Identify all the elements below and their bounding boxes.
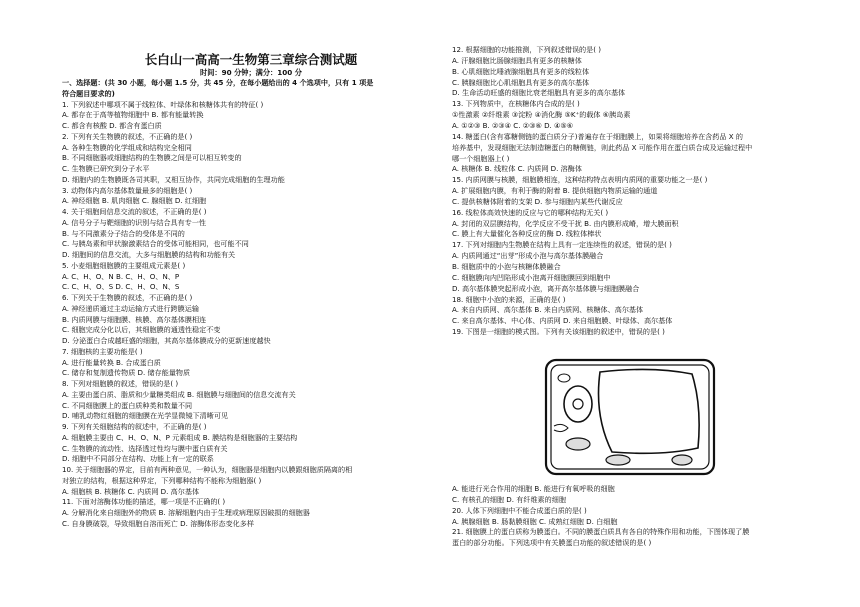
left-line: D. 细胞间的信息交流，大多与细胞膜的结构和功能有关 (62, 250, 236, 259)
left-line: A. 进行能量转换 B. 合成蛋白质 (62, 357, 161, 367)
right-line: 14. 糖蛋白(含有寡糖侧链的蛋白质分子)普遍存在于细胞膜上，如果将细胞培养在含药品 X 的 (452, 131, 743, 141)
left-line: 9. 下列有关细胞结构的叙述中，不正确的是( ) (62, 422, 207, 431)
left-line: D. 细胞中不同部分在结构、功能上有一定的联系 (62, 454, 214, 464)
right-line: 18. 细胞中小泡的来源，正确的是( ) (452, 294, 566, 304)
right-line: A. 来自内质网、高尔基体 B. 来自内质网、核糖体、高尔基体 (452, 305, 644, 315)
right-line: C. 细胞膜向内凹陷形成小泡离开细胞膜回到细胞中 (452, 272, 611, 282)
left-line: 5. 小麦细胞细胞膜的主要组成元素是( ) (62, 260, 186, 270)
left-line: 对独立的结构，根据这种界定，下列哪种结构不能称为细胞器( ) (62, 475, 262, 485)
left-line: A. 信号分子与靶细胞的识别与结合具有专一性 (62, 217, 207, 227)
right-line: 哪一个细胞器上( ) (452, 153, 510, 163)
left-line: 6. 下列关于生物膜的叙述，不正确的是( ) (62, 293, 193, 302)
left-line: C. 自身膜破裂，导致细胞自溶而死亡 D. 溶酶体形态变化多样 (62, 518, 254, 528)
right-line: 16. 线粒体高效快速的反应与它的哪种结构无关( ) (452, 207, 609, 217)
right-line: C. 膜上有大量催化各种反应的酶 D. 线粒体棒状 (452, 229, 602, 239)
left-line: B. 内质网膜与细胞膜、核膜、高尔基体膜相连 (62, 314, 207, 324)
left-line: A. 分解消化来自细胞外的物质 B. 溶解细胞内由于生理或病理原因破损的细胞器 (62, 508, 310, 517)
left-line: 4. 关于细胞间信息交流的叙述，不正确的是( ) (62, 207, 207, 216)
left-line: 11. 下面对溶酶体功能的描述，哪一项是不正确的( ) (62, 497, 226, 507)
right-line: A. 汗腺细胞比肠腺细胞具有更多的核糖体 (452, 55, 582, 65)
right-line: B. 心肌细胞比唾液腺细胞具有更多的线粒体 (452, 66, 590, 76)
left-line: 1. 下列叙述中哪项不属于线粒体、叶绿体和核糖体共有的特征( ) (62, 99, 264, 109)
right-line: B. 细胞质中的小泡与核糖体膜融合 (452, 262, 561, 271)
left-line: 符合题目要求的) (62, 88, 115, 98)
left-line: 7. 细胞核的主要功能是( ) (62, 346, 143, 356)
left-line: C. 生物膜的流动性、选择透过性均与膜中蛋白质有关 (62, 443, 228, 453)
left-line: 8. 下列对细胞膜的叙述，错误的是( ) (62, 379, 179, 388)
right-line: A. 扩展细胞内膜，有利于酶的附着 B. 提供细胞内物质运输的通道 (452, 186, 658, 196)
right-line: ①性激素 ②纤维素 ③淀粉 ④消化酶 ⑤K⁺的载体 ⑥胰岛素 (452, 110, 631, 120)
right-line: C. 胰腺细胞比心肌细胞具有更多的高尔基体 (452, 77, 590, 87)
right-line: 21. 细胞膜上的蛋白质称为膜蛋白。不同的膜蛋白质具有各自的特殊作用和功能，下图体现了膜 (452, 527, 750, 537)
left-line: 10. 关于细胞器的界定，目前有两种意见，一种认为，细胞器是细胞内以膜跟细胞质隔离的相 (62, 465, 353, 474)
left-line: A. 主要由蛋白质、脂质和少量糖类组成 B. 细胞膜与细胞间的信息交流有关 (62, 389, 296, 399)
left-line: C. 储存和复制遗传物质 D. 储存能量物质 (62, 368, 191, 378)
left-line: A. 都存在于高等植物细胞中 B. 都有能量转换 (62, 110, 204, 120)
left-line: C. 与胰岛素和甲状腺激素结合的受体可能相同，也可能不同 (62, 239, 249, 249)
right-line: A. 能进行光合作用的细胞 B. 能进行有氧呼吸的细胞 (452, 484, 615, 493)
right-line: 蛋白的部分功能。下列选项中有关膜蛋白功能的叙述错误的是( ) (452, 538, 652, 548)
right-line: 12. 根据细胞的功能推测，下列叙述错误的是( ) (452, 45, 602, 54)
right-line: 17. 下列对细胞内生物膜在结构上具有一定连续性的叙述，错误的是( ) (452, 240, 672, 250)
page-subtitle: 时间：90 分钟；满分：100 分 (200, 68, 302, 77)
left-line: C. 生物膜已研究到分子水平 (62, 164, 150, 173)
page-title: 长白山一高高一生物第三章综合测试题 (144, 52, 358, 67)
left-line: C. C、H、O、S D. C、H、O、N、S (62, 282, 180, 292)
right-line: 19. 下图是一细胞的模式图。下列有关该细胞的叙述中，错误的是( ) (452, 327, 665, 337)
right-line: C. 有核孔的细胞 D. 有纤维素的细胞 (452, 494, 566, 504)
left-line: D. 分泌蛋白合成越旺盛的细胞，其高尔基体膜成分的更新速度越快 (62, 336, 271, 345)
right-line: A. 核糖体 B. 线粒体 C. 内质网 D. 溶酶体 (452, 164, 582, 174)
left-line: B. 不同细胞器或细胞结构的生物膜之间是可以相互转变的 (62, 153, 242, 163)
left-line: A. 细胞膜主要由 C、H、O、N、P 元素组成 B. 膜结构是细胞器的主要结构 (62, 432, 298, 442)
left-line: A. 神经递质通过主动运输方式进行跨膜运输 (62, 303, 199, 313)
left-line: 2. 下列有关生物膜的叙述，不正确的是( ) (62, 131, 193, 141)
plant-cell-illustration (542, 356, 718, 478)
left-line: A. C、H、O、N B. C、H、O、N、P (62, 271, 180, 281)
right-line: A. 胰腺细胞 B. 肠黏膜细胞 C. 成熟红细胞 D. 白细胞 (452, 516, 618, 526)
left-line: D. 哺乳动物红细胞的细胞膜在光学显微镜下清晰可见 (62, 411, 229, 421)
right-line: A. ①②③ B. ②③④ C. ②③⑥ D. ④⑤⑥ (452, 120, 574, 130)
right-line: 13. 下列物质中，在核糖体内合成的是( ) (452, 99, 580, 109)
right-line: D. 生命活动旺盛的细胞比衰老细胞具有更多的高尔基体 (452, 88, 626, 98)
right-line: A. 内质网通过“出芽”形成小泡与高尔基体膜融合 (452, 251, 604, 261)
right-line: C. 提供核糖体附着的支架 D. 参与细胞内某些代谢反应 (452, 196, 623, 206)
right-line: C. 来自高尔基体、中心体、内质网 D. 来自细胞膜、叶绿体、高尔基体 (452, 316, 673, 326)
cell-diagram (542, 356, 718, 478)
right-line: 培养基中，发现细胞无法制造糖蛋白的糖侧链，则此药品 X 可能作用在蛋白质合成及运输过程中 (452, 142, 753, 152)
left-line: 3. 动物体内高尔基体数量最多的细胞是( ) (62, 185, 193, 195)
right-line: 20. 人体下列细胞中不能合成蛋白质的是( ) (452, 505, 587, 515)
left-line: C. 细胞完成分化以后，其细胞膜的通透性稳定不变 (62, 325, 221, 335)
left-line: 一、选择题：(共 30 小题，每小题 1.5 分，共 45 分，在每小题给出的 4 个选项中，只有 1 项是 (62, 78, 374, 87)
right-line: A. 封闭的双层膜结构，化学反应不受干扰 B. 由内膜形成嵴，增大膜面积 (452, 218, 679, 228)
left-line: D. 细胞内的生物膜既各司其职，又相互协作，共同完成细胞的生理功能 (62, 174, 285, 184)
left-line: B. 与不同激素分子结合的受体是不同的 (62, 228, 185, 238)
left-line: A. 各种生物膜的化学组成和结构完全相同 (62, 142, 192, 152)
right-line: D. 高尔基体膜突起形成小泡，离开高尔基体膜与细胞膜融合 (452, 283, 640, 293)
left-line: C. 不同细胞膜上的蛋白质种类和数量不同 (62, 400, 193, 410)
left-line: A. 细胞核 B. 核糖体 C. 内质网 D. 高尔基体 (62, 486, 200, 496)
right-line: 15. 内质网膜与核膜，细胞膜相连，这种结构特点表明内质网的重要功能之一是( ) (452, 175, 708, 185)
left-line: C. 都含有核酸 D. 都含有蛋白质 (62, 121, 162, 130)
left-line: A. 神经细胞 B. 肌肉细胞 C. 腺细胞 D. 红细胞 (62, 196, 207, 206)
